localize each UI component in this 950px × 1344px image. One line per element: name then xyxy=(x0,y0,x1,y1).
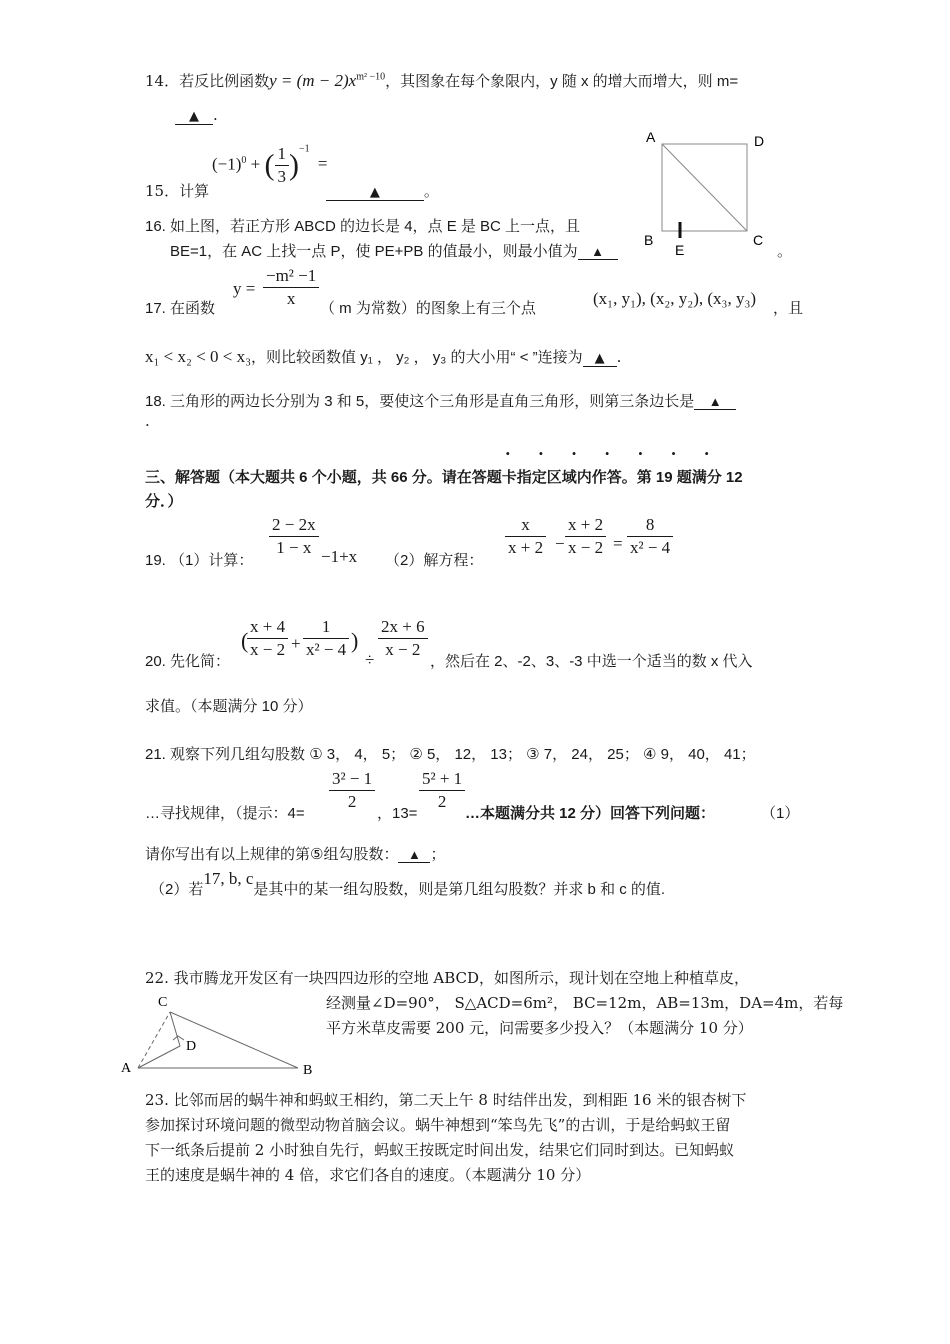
q17-answer-blank[interactable]: ▲ xyxy=(583,352,617,367)
q20-line: 20. 先化简： ( $\frac{x + 4}{x - 2}$ + $\frac{1}{\text{x² − 4}}$ ) ÷ $\frac{2x + 6}{x - 2}$ ，然后在 2、-2、3、-3 中选一个适当的数 x 代入 xyxy=(145,617,753,670)
square-label-b: B xyxy=(644,232,654,248)
q14-answer-blank[interactable]: ▲ xyxy=(175,110,213,125)
q23-line3: 下一纸条后提前 2 小时独自先行，蚂蚁王按既定时间出发，结果它们同时到达。已知蚂蚁 xyxy=(145,1141,735,1159)
q20-line2: 求值。（本题满分 10 分） xyxy=(145,698,313,715)
q16-end: 。 xyxy=(777,242,793,260)
q14-line2: ▲ . xyxy=(175,106,218,125)
square-label-c: C xyxy=(753,232,764,248)
q21-answer-blank[interactable]: ▲ xyxy=(398,848,430,863)
q21-line4: （2）若17, b, c是其中的某一组勾股数，则是第几组勾股数？并求 b 和 c 的值. xyxy=(150,869,666,898)
q14-formula: $y = (m - 2)x^{m^2 -10}$ xyxy=(269,71,386,90)
quad-label-d: D xyxy=(186,1039,197,1054)
quad-label-c: C xyxy=(158,995,168,1010)
q15-answer-blank[interactable]: ▲ xyxy=(326,186,424,201)
q14-prefix: 14．若反比例函数 xyxy=(145,72,270,90)
q14-suffix2: y 随 x 的增大而增大，则 m= xyxy=(550,73,739,90)
q16-line2: BE=1，在 AC 上找一点 P，使 PE+PB 的值最小，则最小值为 ▲ xyxy=(170,240,618,261)
quadrilateral-figure xyxy=(118,990,328,1080)
quad-label-a: A xyxy=(121,1061,132,1076)
q15-label: 15．计算 xyxy=(145,182,210,200)
q18-answer-blank[interactable]: ▲ xyxy=(694,395,736,410)
q18-end: . xyxy=(145,412,150,430)
square-label-a: A xyxy=(646,129,656,145)
quad-label-b: B xyxy=(303,1063,313,1078)
q16-answer-blank[interactable]: ▲ xyxy=(578,245,618,260)
section3-header: 三、解答题（本大题共 6 个小题，共 66 分。请在答题卡指定区域内作答。第 19 题满分 12 xyxy=(145,469,743,486)
q23-line4: 王的速度是蜗牛神的 4 倍，求它们各自的速度。（本题满分 10 分） xyxy=(145,1166,591,1184)
q22-line2: 经测量∠D=90°， S△ACD=6m²， BC=12m，AB=13m，DA=4m，若每 xyxy=(326,994,844,1012)
q17-line1: 17. 在函数 y = $\frac{\text{−m² −1}}{x}$ （ m 为常数）的图象上有三个点 (x₁, y₁), (x₂, y₂), (x₃, y₃) ，且 xyxy=(145,266,804,317)
q14-line1 xyxy=(145,70,738,91)
square-label-d: D xyxy=(754,133,765,149)
q23-line1: 23. 比邻而居的蜗牛神和蚂蚁王相约，第二天上午 8 时结伴出发，到相距 16 米的银杏树下 xyxy=(145,1091,747,1109)
q16-line1: 16. 如上图，若正方形 ABCD 的边长是 4，点 E 是 BC 上一点，且 xyxy=(145,218,581,235)
q22-line1: 22. 我市腾龙开发区有一块四四边形的空地 ABCD，如图所示，现计划在空地上种植草皮， xyxy=(145,969,750,987)
q23-line2: 参加探讨环境问题的微型动物首脑会议。蜗牛神想到“笨鸟先飞”的古训，于是给蚂蚁王留 xyxy=(145,1116,731,1134)
section3-header-cont: 分．） xyxy=(145,493,183,510)
q14-suffix1: ，其图象在每个象限内， xyxy=(385,72,551,90)
q21-line3: 请你写出有以上规律的第⑤组勾股数： ▲ ； xyxy=(145,846,446,863)
emphasis-dots: · · · · · · · xyxy=(505,444,721,463)
q21-line1: 21. 观察下列几组勾股数 ① 3， 4， 5； ② 5， 12， 13； ③ 7， 24， 25； ④ 9， 40， 41； xyxy=(145,746,756,763)
q15-expression: $(-1)^0$ + ( $\frac{1}{3}$ )$^{-1}$ = xyxy=(212,143,328,186)
q15-line: 15．计算 ▲ 。 xyxy=(145,182,439,200)
square-figure xyxy=(640,126,780,258)
section3-title: 三、解答题 xyxy=(145,469,221,486)
q22-line3: 平方米草皮需要 200 元，问需要多少投入？（本题满分 10 分） xyxy=(326,1019,753,1037)
square-label-e: E xyxy=(675,242,685,258)
q21-line2: …寻找规律，（提示：4= $\frac{\text{3² − 1}}{2}$ ，13= $\frac{\text{5² + 1}}{2}$ …本题满分共 12 分）回答下列问题： （1） xyxy=(145,769,800,822)
q18-line: 18. 三角形的两边长分别为 3 和 5，要使这个三角形是直角三角形，则第三条边长是 ▲ xyxy=(145,390,736,411)
q17-line2: x₁ < x₂ < 0 < x₃，则比较函数值 y₁ ， y₂ ， y₃ 的大小用“ < ”连接为 ▲ . xyxy=(145,347,622,366)
